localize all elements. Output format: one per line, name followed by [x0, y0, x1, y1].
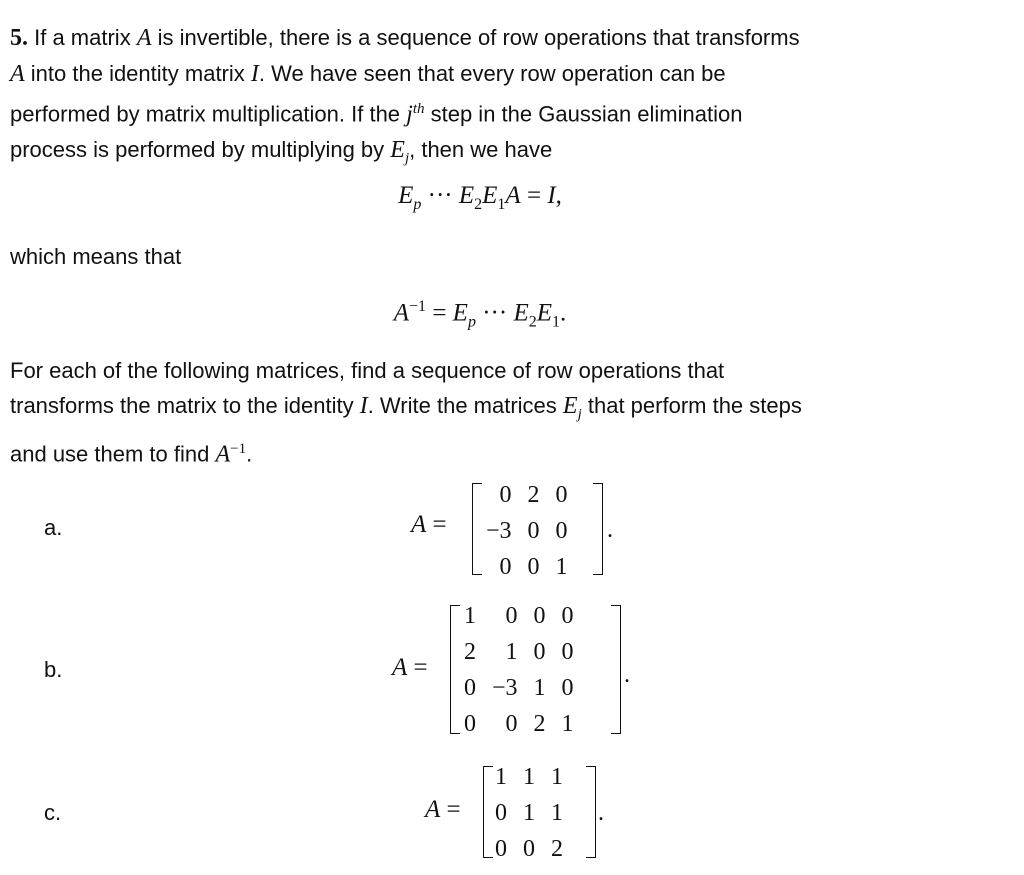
matrix-row: 0 1 1	[495, 799, 563, 826]
part-b-matrix	[456, 598, 582, 742]
task-text: For each of the following matrices, find a sequence of row operations that transforms the matrix to the identity I. Write the matrices $E_j$ that perform the steps and use them to find $A^{-1}$.	[10, 358, 802, 468]
matrix-row: 1 1 1	[495, 763, 563, 790]
matrix-row: 0 −3 1 0	[464, 674, 574, 701]
part-a-lhs: A =	[411, 511, 447, 538]
equation-inverse: $A^{-1} = E_p$ ··· $E_2E_1$.	[393, 298, 567, 331]
part-c-label: c.	[44, 800, 62, 825]
matrix-row: 0 0 2	[495, 835, 563, 862]
matrix-row: 1 0 0 0	[464, 602, 574, 629]
part-c-right-bracket	[586, 766, 596, 858]
part-a-right-bracket	[593, 483, 603, 575]
part-c-period: .	[598, 800, 604, 826]
matrix-row: 0 2 0	[499, 481, 568, 508]
part-b-right-bracket	[611, 605, 621, 734]
part-b-period: .	[624, 662, 630, 688]
part-a-label: a.	[44, 515, 63, 540]
matrix-row: 0 0 1	[499, 553, 568, 580]
matrix-row: 0 0 2 1	[464, 710, 574, 737]
matrix-row: 2 1 0 0	[464, 638, 574, 665]
part-a-period: .	[607, 517, 613, 543]
part-a-matrix	[478, 477, 576, 585]
which-means-text: which means that	[10, 244, 182, 269]
equation-product-identity: $E_p$ ··· $E_2E_1A = I$,	[398, 182, 562, 213]
part-c-lhs: A =	[425, 796, 461, 823]
part-c-matrix	[487, 759, 571, 867]
problem-number: 5.	[10, 25, 28, 51]
matrix-row: −3 0 0	[486, 517, 568, 544]
part-b-label: b.	[44, 657, 63, 682]
problem-intro: 5. If a matrix A is invertible, there is a sequence of row operations that transforms A into the identity matrix I. We have seen that every row operation can be performed by matrix multiplication. If the $j^{th}$ step in the Gaussian elimination process is performed by multiplying by $E_j$, then we have	[10, 25, 800, 167]
part-b-lhs: A =	[392, 654, 428, 681]
